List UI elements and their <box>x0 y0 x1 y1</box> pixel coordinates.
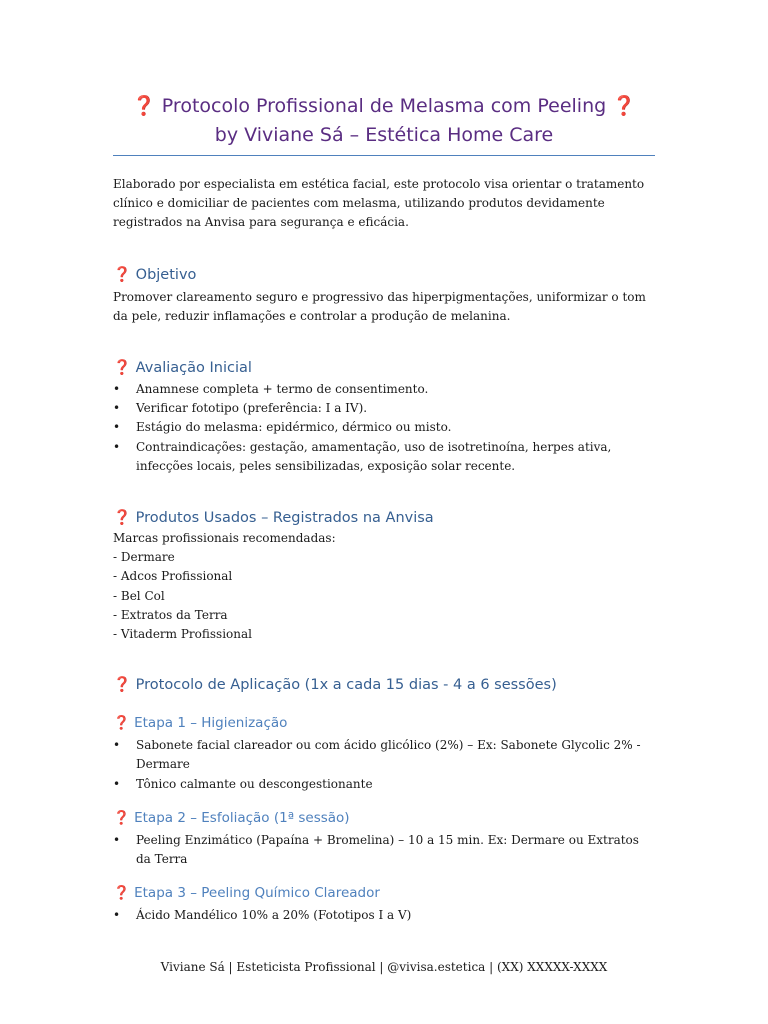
brand-item: - Adcos Profissional <box>113 569 233 584</box>
etapa-2-heading: ❓ Etapa 2 – Esfoliação (1ª sessão) <box>113 809 350 826</box>
etapa-1-list <box>113 736 655 794</box>
list-item: • Anamnese completa + termo de consentimento. <box>113 380 655 399</box>
etapa-1-heading: ❓ Etapa 1 – Higienização <box>113 715 288 732</box>
produtos-intro: Marcas profissionais recomendadas: <box>113 531 336 546</box>
document-title <box>0 92 768 150</box>
brand-item: - Dermare <box>113 550 175 565</box>
brand-item: - Extratos da Terra <box>113 607 228 622</box>
brand-item: - Vitaderm Profissional <box>113 627 252 642</box>
title-line-1: ❓ Protocolo Profissional de Melasma com Peeling ❓ <box>132 95 636 117</box>
list-item: • Estágio do melasma: epidérmico, dérmico ou misto. <box>113 418 655 437</box>
title-line-2: by Viviane Sá – Estética Home Care <box>214 124 554 146</box>
etapa-3-list <box>113 906 655 925</box>
etapa-3-heading: ❓ Etapa 3 – Peeling Químico Clareador <box>113 885 380 902</box>
brand-item: - Bel Col <box>113 588 165 603</box>
document-body <box>113 175 655 925</box>
list-item: • Peeling Enzimático (Papaína + Bromelina) – 10 a 15 min. Ex: Dermare ou Extratos da Terra <box>113 831 655 869</box>
list-item: • Verificar fototipo (preferência: I a IV). <box>113 399 655 418</box>
section-heading-produtos: ❓ Produtos Usados – Registrados na Anvisa <box>113 510 434 527</box>
section-heading-avaliacao: ❓ Avaliação Inicial <box>113 360 252 377</box>
etapa-2-list <box>113 831 655 869</box>
intro-paragraph: Elaborado por especialista em estética facial, este protocolo visa orientar o tratamento clínico e domiciliar de pacientes com melasma, utilizando produtos devidamente registrados na Anvisa para segurança e eficácia. <box>113 177 645 230</box>
list-item: • Contraindicações: gestação, amamentação, uso de isotretinoína, herpes ativa, infecções locais, peles sensibilizadas, exposição solar recente. <box>113 438 655 476</box>
page-footer: Viviane Sá | Esteticista Profissional | @vivisa.estetica | (XX) XXXXX-XXXX <box>160 960 608 974</box>
list-item: • Ácido Mandélico 10% a 20% (Fototipos I a V) <box>113 906 655 925</box>
list-item: • Tônico calmante ou descongestionante <box>113 775 655 794</box>
title-divider <box>113 155 655 156</box>
list-item: • Sabonete facial clareador ou com ácido glicólico (2%) – Ex: Sabonete Glycolic 2% - Dermare <box>113 736 655 774</box>
section-heading-objetivo: ❓ Objetivo <box>113 266 197 283</box>
section-heading-protocolo: ❓ Protocolo de Aplicação (1x a cada 15 dias - 4 a 6 sessões) <box>113 677 557 694</box>
objetivo-paragraph: Promover clareamento seguro e progressivo das hiperpigmentações, uniformizar o tom da pele, reduzir inflamações e controlar a produção de melanina. <box>113 289 646 323</box>
avaliacao-list <box>113 380 655 476</box>
